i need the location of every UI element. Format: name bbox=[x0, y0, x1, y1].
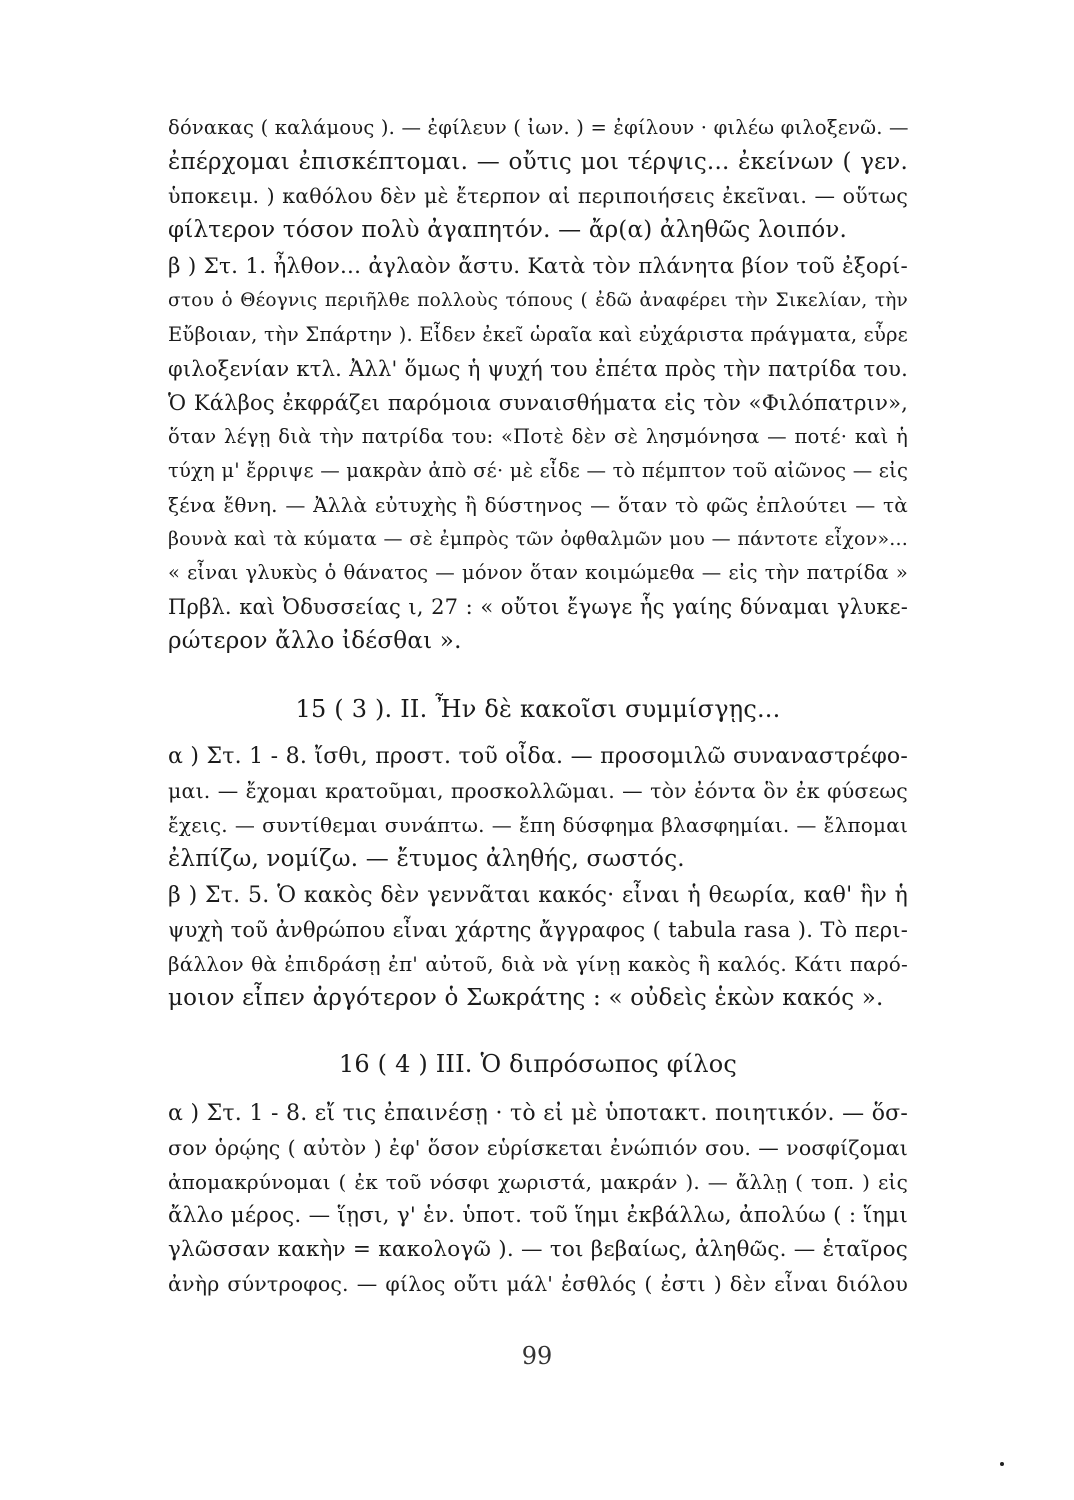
text-line-23: ψυχὴ τοῦ ἀνθρώπου εἶναι χάρτης ἄγγραφος ( tabula rasa ). Τὸ περι- bbox=[168, 918, 908, 942]
text-line-11: τύχη μ' ἔρριψε — μακρὰν ἀπὸ σέ· μὲ εἶδε — τὸ πέμπτον τοῦ αἰῶνος — εἰς bbox=[168, 459, 909, 482]
text-line-13: βουνὰ καὶ τὰ κύματα — σὲ ἐμπρὸς τῶν ὀφθαλμῶν μου — πάντοτε εἶχον»... bbox=[168, 528, 908, 550]
text-line-32: ἀνὴρ σύντροφος. — φίλος οὔτι μάλ' ἐσθλός ( ἐστι ) δὲν εἶναι διόλου bbox=[168, 1272, 908, 1296]
text-line-3: ὑποκειμ. ) καθόλου δὲν μὲ ἔτερπον αἱ περιποιήσεις ἐκεῖναι. — οὕτως bbox=[168, 184, 908, 208]
section-heading-15: 15 ( 3 ). II. Ἦν δὲ κακοῖσι συμμίσγῃς... bbox=[295, 695, 781, 723]
text-line-19: μαι. — ἔχομαι κρατοῦμαι, προσκολλῶμαι. — τὸν ἐόντα ὃν ἐκ φύσεως bbox=[168, 779, 908, 803]
text-line-6: στου ὁ Θέογνις περιῆλθε πολλοὺς τόπους ( ἐδῶ ἀναφέρει τὴν Σικελίαν, τὴν bbox=[168, 290, 908, 311]
text-line-24: βάλλον θὰ ἐπιδράσῃ ἐπ' αὐτοῦ, διὰ νὰ γίνῃ κακὸς ἢ καλός. Κάτι παρό- bbox=[168, 952, 908, 976]
text-line-27: α ) Στ. 1 - 8. εἴ τις ἐπαινέσῃ · τὸ εἰ μὲ ὑποτακτ. ποιητικόν. — ὅσ- bbox=[168, 1101, 908, 1126]
scan-speck bbox=[1000, 1462, 1004, 1466]
text-line-20: ἔχεις. — συντίθεμαι συνάπτω. — ἔπη δύσφημα βλασφημίαι. — ἔλπομαι bbox=[168, 813, 908, 837]
text-line-8: φιλοξενίαν κτλ. Ἀλλ' ὅμως ἡ ψυχή του ἐπέτα πρὸς τὴν πατρίδα του. bbox=[168, 357, 908, 381]
text-line-1: δόνακας ( καλάμους ). — ἐφίλευν ( ἰων. ) = ἐφίλουν · φιλέω φιλοξενῶ. — bbox=[168, 116, 909, 139]
section-heading-16: 16 ( 4 ) III. Ὁ διπρόσωπος φίλος bbox=[338, 1050, 738, 1078]
text-line-30: ἄλλο μέρος. — ἵῃσι, γ' ἑν. ὑποτ. τοῦ ἵημι ἐκβάλλω, ἀπολύω ( : ἵημι bbox=[168, 1203, 908, 1228]
text-line-10: ὅταν λέγῃ διὰ τὴν πατρίδα του: «Ποτὲ δὲν σὲ λησμόνησα — ποτέ· καὶ ἡ bbox=[168, 425, 908, 448]
text-line-25: μοιον εἶπεν ἀργότερον ὁ Σωκράτης : « οὐδεὶς ἑκὼν κακός ». bbox=[168, 985, 884, 1011]
text-line-5: β ) Στ. 1. ἦλθον... ἀγλαὸν ἄστυ. Κατὰ τὸν πλάνητα βίον τοῦ ἐξορί- bbox=[168, 254, 908, 279]
text-line-7: Εὔβοιαν, τὴν Σπάρτην ). Εἶδεν ἐκεῖ ὡραῖα καὶ εὐχάριστα πράγματα, εὗρε bbox=[168, 323, 908, 346]
text-line-22: β ) Στ. 5. Ὁ κακὸς δὲν γεννᾶται κακός· εἶναι ἡ θεωρία, καθ' ἣν ἡ bbox=[168, 883, 908, 908]
text-line-28: σον ὁρῴης ( αὐτὸν ) ἐφ' ὅσον εὑρίσκεται ἐνώπιόν σου. — νοσφίζομαι bbox=[168, 1136, 908, 1160]
text-line-4: φίλτερον τόσον πολὺ ἀγαπητόν. — ἄρ(α) ἀληθῶς λοιπόν. bbox=[168, 217, 848, 243]
text-line-21: ἐλπίζω, νομίζω. — ἔτυμος ἀληθής, σωστός. bbox=[168, 846, 685, 872]
text-line-14: « εἶναι γλυκὺς ὁ θάνατος — μόνον ὅταν κοιμώμεθα — εἰς τὴν πατρίδα » bbox=[168, 561, 908, 584]
text-line-9: Ὁ Κάλβος ἐκφράζει παρόμοια συναισθήματα εἰς τὸν «Φιλόπατριν», bbox=[168, 391, 908, 415]
text-line-12: ξένα ἔθνη. — Ἀλλὰ εὐτυχὴς ἢ δύστηνος — ὅταν τὸ φῶς ἐπλούτει — τὰ bbox=[168, 493, 908, 517]
text-line-16: ρώτερον ἄλλο ἰδέσθαι ». bbox=[168, 628, 462, 654]
text-line-15: Πρβλ. καὶ Ὀδυσσείας ι, 27 : « οὔτοι ἔγωγε ἧς γαίης δύναμαι γλυκε- bbox=[168, 595, 908, 619]
text-line-18: α ) Στ. 1 - 8. ἴσθι, προστ. τοῦ οἶδα. — προσομιλῶ συναναστρέφο- bbox=[168, 744, 908, 769]
text-line-31: γλῶσσαν κακὴν = κακολογῶ ). — τοι βεβαίως, ἀληθῶς. — ἑταῖρος bbox=[168, 1237, 908, 1262]
page-number: 99 bbox=[521, 1342, 553, 1370]
text-line-29: ἀπομακρύνομαι ( ἐκ τοῦ νόσφι χωριστά, μακράν ). — ἄλλῃ ( τοπ. ) εἰς bbox=[168, 1170, 908, 1194]
text-line-2: ἐπέρχομαι ἐπισκέπτομαι. — οὔτις μοι τέρψις... ἐκείνων ( γεν. bbox=[168, 149, 908, 175]
